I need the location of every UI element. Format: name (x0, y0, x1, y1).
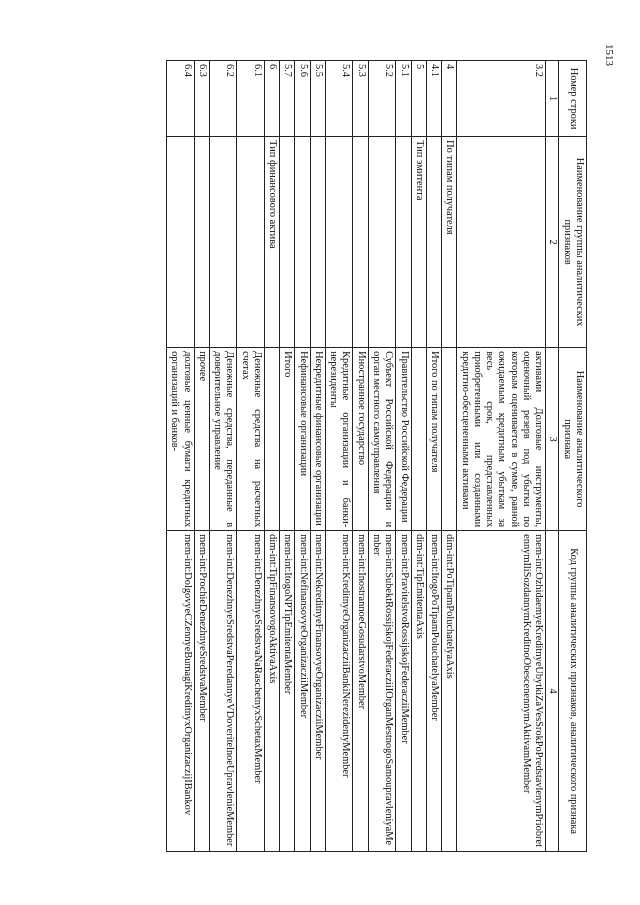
row-group-name (368, 137, 396, 348)
table-row (295, 61, 310, 852)
row-number: 3.2 (457, 61, 546, 137)
row-feature-name (442, 348, 457, 531)
table-row (209, 61, 237, 852)
row-code: mem-int:NefinansovyeOrganizacziiMember (295, 531, 310, 852)
row-code: dim-int:TipEmitentaAxis (411, 531, 426, 852)
row-number: 5.2 (368, 61, 396, 137)
row-feature-name: Субъект Российской Федерации и орган местного самоуправления (368, 348, 396, 531)
row-group-name (310, 137, 325, 348)
row-group-name: Тип финансового актива (264, 137, 279, 348)
rotated-table-wrapper (47, 60, 587, 852)
table-row (237, 61, 265, 852)
row-code: mem-int:DenezhnyeSredstvaPeredannyeVDoveritelnoeUpravlenieMember (209, 531, 237, 852)
row-code: mem-int:PravitelstvoRossijskojFederacziiMember (396, 531, 411, 852)
row-group-name (426, 137, 441, 348)
row-number: 4 (442, 61, 457, 137)
header-group-name: Наименование группы аналитических признаков (559, 137, 587, 348)
row-number: 6.4 (167, 61, 195, 137)
row-number: 5.6 (295, 61, 310, 137)
header-row (559, 61, 587, 852)
row-number: 6 (264, 61, 279, 137)
row-code: mem-int:DenezhnyeSredstvaNaRaschetnyxSchetaxMember (237, 531, 265, 852)
row-number: 5.3 (353, 61, 368, 137)
table-row (411, 61, 426, 852)
page-number: 1513 (603, 44, 615, 66)
table-row (264, 61, 279, 852)
row-group-name (209, 137, 237, 348)
row-feature-name: Иностранное государство (353, 348, 368, 531)
row-number: 5.5 (310, 61, 325, 137)
table-row (442, 61, 457, 852)
analytic-features-table (166, 60, 587, 852)
row-group-name: По типам получателя (442, 137, 457, 348)
row-number: 5 (411, 61, 426, 137)
row-code: mem-int:KreditnyeOrganizacziiBankiNerezidentyMember (325, 531, 353, 852)
column-index: 3 (546, 348, 559, 531)
header-feature-name: Наименование аналитического признака (559, 348, 587, 531)
row-code: dim-int:TipFinansovogoAktivaAxis (264, 531, 279, 852)
row-feature-name: прочее (194, 348, 209, 531)
table-body (167, 61, 546, 852)
row-code: dim-int:PoTipamPoluchatelyaAxis (442, 531, 457, 852)
table-row (280, 61, 295, 852)
row-feature-name: Денежные средства, переданные в доверительное управление (209, 348, 237, 531)
row-group-name (280, 137, 295, 348)
column-index: 4 (546, 531, 559, 852)
row-group-name (325, 137, 353, 348)
row-feature-name: Нефинансовые организации (295, 348, 310, 531)
row-number: 4.1 (426, 61, 441, 137)
row-feature-name: Правительство Российской Федерации (396, 348, 411, 531)
row-code: mem-int:ProchieDenezhnyeSredstvaMember (194, 531, 209, 852)
table-row (353, 61, 368, 852)
row-number: 5.7 (280, 61, 295, 137)
table-row (396, 61, 411, 852)
row-group-name (237, 137, 265, 348)
header-row-number: Номер строки (559, 61, 587, 137)
row-group-name (396, 137, 411, 348)
row-code: mem-int:SubektRossijskojFederacziiIOrganMestnogoSamoupravleniyaMember (368, 531, 396, 852)
row-number: 5.4 (325, 61, 353, 137)
header-code: Код группы аналитических признаков, аналитического признака (559, 531, 587, 852)
table-row (325, 61, 353, 852)
row-feature-name: долговые ценные бумаги кредитных организаций и банков- (167, 348, 195, 531)
row-group-name (457, 137, 546, 348)
row-number: 6.3 (194, 61, 209, 137)
table-row (426, 61, 441, 852)
row-code: mem-int:InostrannoeGosudarstvoMember (353, 531, 368, 852)
column-index: 1 (546, 61, 559, 137)
table-row (167, 61, 195, 852)
table-row (310, 61, 325, 852)
column-index: 2 (546, 137, 559, 348)
row-code: mem-int:DolgovyeCZennyeBumagiKreditnyxOrganizaczijIBankov (167, 531, 195, 852)
row-code: mem-int:ItogoPoTipamPoluchatelyaMember (426, 531, 441, 852)
row-code: mem-int:OzhidaemyeKreditnyeUbytkiZaVesSrokPoPredstavlenymPriobretennymIliSozdannymKreditnoObescenennymAktivamMember (457, 531, 546, 852)
table-row (457, 61, 546, 852)
row-group-name: Тип эмитента (411, 137, 426, 348)
row-feature-name: Итого (280, 348, 295, 531)
row-group-name (353, 137, 368, 348)
row-feature-name: Итого по типам получателя (426, 348, 441, 531)
row-feature-name: Кредитные организации и банки-нерезиденты (325, 348, 353, 531)
row-feature-name: активами Долговые инструменты, оценочный резерв под убытки по которым оценивается в сумме, равной ожидаемым кредитным убыткам за весь срок, представленных приобретенными или созданными кредитно-обесцененными активами (457, 348, 546, 531)
row-group-name (194, 137, 209, 348)
row-number: 5.1 (396, 61, 411, 137)
row-code: mem-int:NekreditnyeFinansovyeOrganizacziiMember (310, 531, 325, 852)
row-number: 6.2 (209, 61, 237, 137)
row-feature-name (264, 348, 279, 531)
row-number: 6.1 (237, 61, 265, 137)
table-row (194, 61, 209, 852)
row-feature-name: Денежные средства на расчетных счетах (237, 348, 265, 531)
column-index-row (546, 61, 559, 852)
row-feature-name (411, 348, 426, 531)
row-code: mem-int:ItogoNPTipEmitentaMember (280, 531, 295, 852)
row-feature-name: Некредитные финансовые организации (310, 348, 325, 531)
row-group-name (167, 137, 195, 348)
row-group-name (295, 137, 310, 348)
table-row (368, 61, 396, 852)
